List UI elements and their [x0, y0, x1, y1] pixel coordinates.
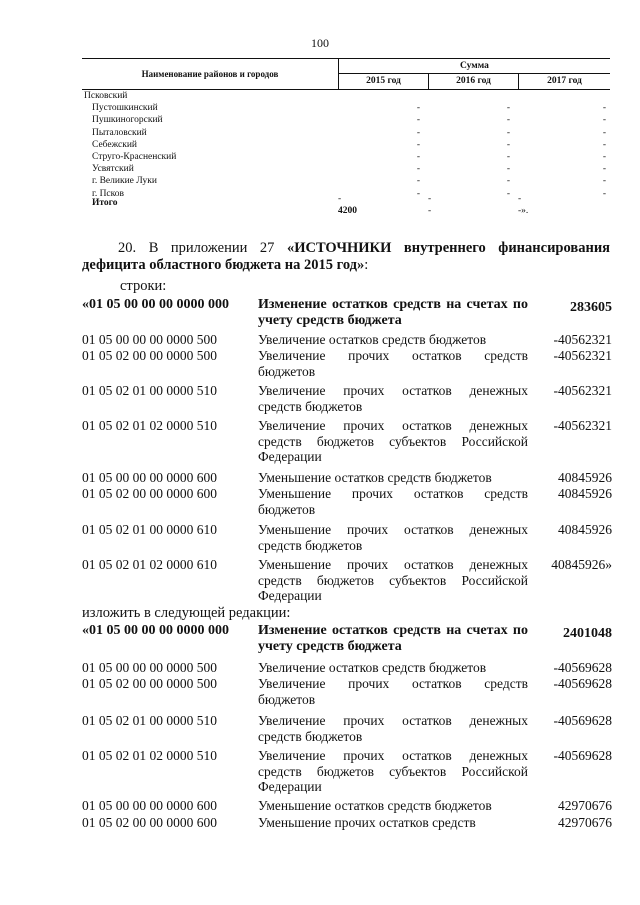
table-row [82, 151, 610, 163]
budget-description: Уменьшение остатков средств бюджетов [258, 798, 492, 813]
header-name: Наименование районов и городов [141, 69, 279, 79]
budget-description: Уменьшение остатков средств бюджетов [258, 470, 492, 485]
row-name: Пушкиногорский [92, 115, 163, 126]
budget-code: «01 05 00 00 00 0000 000 [82, 297, 229, 312]
budget-description: Увеличение прочих остатков денежных средств бюджетов субъектов Российской Федерации [258, 748, 528, 794]
row-name: г. Великие Луки [92, 176, 157, 187]
table-row [82, 163, 610, 175]
budget-line-entry [82, 522, 612, 554]
row-2015: - [416, 127, 420, 138]
budget-description: Уменьшение прочих остатков денежных средств бюджетов [258, 522, 528, 553]
budget-line-entry [82, 676, 612, 708]
lines-label: строки: [120, 278, 167, 294]
total-2016: - [428, 205, 432, 216]
header-sum: Сумма [338, 59, 610, 74]
budget-line-entry [82, 815, 612, 831]
row-name: Усвятский [92, 164, 134, 175]
table-row [82, 139, 610, 151]
budget-description: Изменение остатков средств на счетах по учету средств бюджета [258, 623, 528, 654]
budget-amount: 42970676 [558, 815, 612, 830]
budget-amount: -40562321 [553, 418, 612, 433]
budget-amount: -40569628 [553, 748, 612, 763]
budget-code: 01 05 02 01 00 0000 610 [82, 522, 217, 537]
row-2017: - [602, 176, 606, 187]
total-dash-2017: - [518, 193, 522, 204]
budget-amount: 40845926» [551, 557, 612, 572]
restate-label: изложить в следующей редакции: [82, 605, 291, 621]
row-2017: - [602, 139, 606, 150]
budget-code: 01 05 00 00 00 0000 500 [82, 660, 217, 675]
table-header [82, 58, 610, 90]
budget-code: 01 05 02 01 02 0000 510 [82, 418, 217, 433]
row-2015: - [416, 176, 420, 187]
budget-line-entry [82, 623, 612, 656]
row-2016: - [506, 151, 510, 162]
budget-amount: 40845926 [558, 486, 612, 501]
budget-description: Увеличение прочих остатков средств бюджетов [258, 348, 528, 379]
budget-code: 01 05 02 01 02 0000 610 [82, 557, 217, 572]
page-number: 100 [311, 36, 329, 50]
row-2017: - [602, 115, 606, 126]
budget-amount: -40562321 [553, 332, 612, 347]
budget-amount: -40562321 [553, 348, 612, 363]
budget-line-entry [82, 332, 612, 347]
budget-description: Увеличение прочих остатков средств бюджетов [258, 676, 528, 707]
districts-table [82, 58, 610, 216]
budget-line-entry [82, 748, 612, 796]
budget-code: 01 05 02 01 00 0000 510 [82, 383, 217, 398]
budget-amount: -40569628 [553, 660, 612, 675]
budget-code: 01 05 00 00 00 0000 600 [82, 798, 217, 813]
paragraph-title: «ИСТОЧНИКИ внутреннего финансирования дефицита областного бюджета на 2015 год» [82, 240, 611, 273]
paragraph-text-after: : [364, 257, 369, 273]
budget-description: Изменение остатков средств на счетах по учету средств бюджета [258, 297, 528, 328]
budget-description: Увеличение прочих остатков денежных средств бюджетов субъектов Российской Федерации [258, 418, 528, 464]
budget-line-entry [82, 348, 612, 380]
budget-amount: 40845926 [558, 470, 612, 485]
row-2016: - [506, 176, 510, 187]
budget-description: Увеличение прочих остатков денежных средств бюджетов [258, 383, 528, 414]
budget-description: Увеличение остатков средств бюджетов [258, 660, 487, 675]
budget-amount: 40845926 [558, 522, 612, 537]
header-year-2016: 2016 год [428, 74, 518, 89]
budget-code: 01 05 02 00 00 0000 500 [82, 676, 217, 691]
row-name: Пустошкинский [92, 103, 158, 114]
budget-description: Увеличение остатков средств бюджетов [258, 332, 487, 347]
total-dash-2015: - [338, 193, 342, 204]
budget-code: 01 05 02 01 02 0000 510 [82, 748, 217, 763]
budget-amount: -40569628 [553, 713, 612, 728]
budget-line-entry [82, 713, 612, 745]
budget-line-entry [82, 297, 612, 330]
row-2015: - [416, 151, 420, 162]
budget-code: 01 05 02 00 00 0000 600 [82, 486, 217, 501]
row-2015: - [416, 139, 420, 150]
row-2016: - [506, 164, 510, 175]
row-2017: - [602, 164, 606, 175]
row-2016: - [506, 115, 510, 126]
table-row [82, 102, 610, 114]
table-row [82, 175, 610, 187]
budget-code: 01 05 02 00 00 0000 600 [82, 815, 217, 830]
total-dash-2016: - [428, 193, 432, 204]
budget-description: Уменьшение прочих остатков денежных средств бюджетов субъектов Российской Федерации [258, 557, 528, 603]
paragraph-text-before: В приложении 27 [148, 240, 287, 256]
row-2017: - [602, 127, 606, 138]
row-2017: - [602, 151, 606, 162]
row-name: г. Псков [92, 188, 125, 199]
table-row [82, 127, 610, 139]
row-2015: - [416, 115, 420, 126]
row-2015: - [416, 103, 420, 114]
budget-code: «01 05 00 00 00 0000 000 [82, 623, 229, 638]
budget-line-entry [82, 660, 612, 675]
total-2017: -». [518, 205, 529, 216]
total-2015: 4200 [338, 205, 357, 216]
row-name: Пыталовский [92, 127, 147, 138]
row-2016: - [506, 188, 510, 199]
budget-description: Увеличение прочих остатков денежных средств бюджетов [258, 713, 528, 744]
budget-amount: -40569628 [553, 676, 612, 691]
row-name: Себежский [92, 139, 137, 150]
total-label: Итого [92, 197, 118, 208]
budget-code: 01 05 02 01 00 0000 510 [82, 713, 217, 728]
table-row [82, 90, 610, 102]
header-year-2015: 2015 год [338, 74, 428, 89]
budget-line-entry [82, 383, 612, 415]
row-2015: - [416, 164, 420, 175]
row-2017: - [602, 188, 606, 199]
budget-amount: 2401048 [563, 626, 612, 641]
budget-amount: 42970676 [558, 798, 612, 813]
budget-amount: -40562321 [553, 383, 612, 398]
row-2017: - [602, 103, 606, 114]
budget-description: Уменьшение прочих остатков средств [258, 815, 476, 830]
budget-amount: 283605 [570, 300, 612, 315]
budget-line-entry [82, 470, 612, 485]
row-2016: - [506, 139, 510, 150]
budget-line-entry [82, 557, 612, 605]
budget-line-entry [82, 418, 612, 466]
header-year-2017: 2017 год [518, 74, 610, 89]
row-2015: - [416, 188, 420, 199]
budget-code: 01 05 00 00 00 0000 600 [82, 470, 217, 485]
row-2016: - [506, 103, 510, 114]
amendment-paragraph [82, 240, 610, 274]
budget-code: 01 05 00 00 00 0000 500 [82, 332, 217, 347]
budget-code: 01 05 02 00 00 0000 500 [82, 348, 217, 363]
budget-line-entry [82, 486, 612, 518]
row-2016: - [506, 127, 510, 138]
row-name: Струго-Красненский [92, 151, 177, 162]
table-row [82, 114, 610, 126]
budget-line-entry [82, 798, 612, 813]
budget-description: Уменьшение прочих остатков средств бюджетов [258, 486, 528, 517]
row-name: Псковский [84, 91, 128, 101]
paragraph-number: 20. [118, 240, 137, 256]
